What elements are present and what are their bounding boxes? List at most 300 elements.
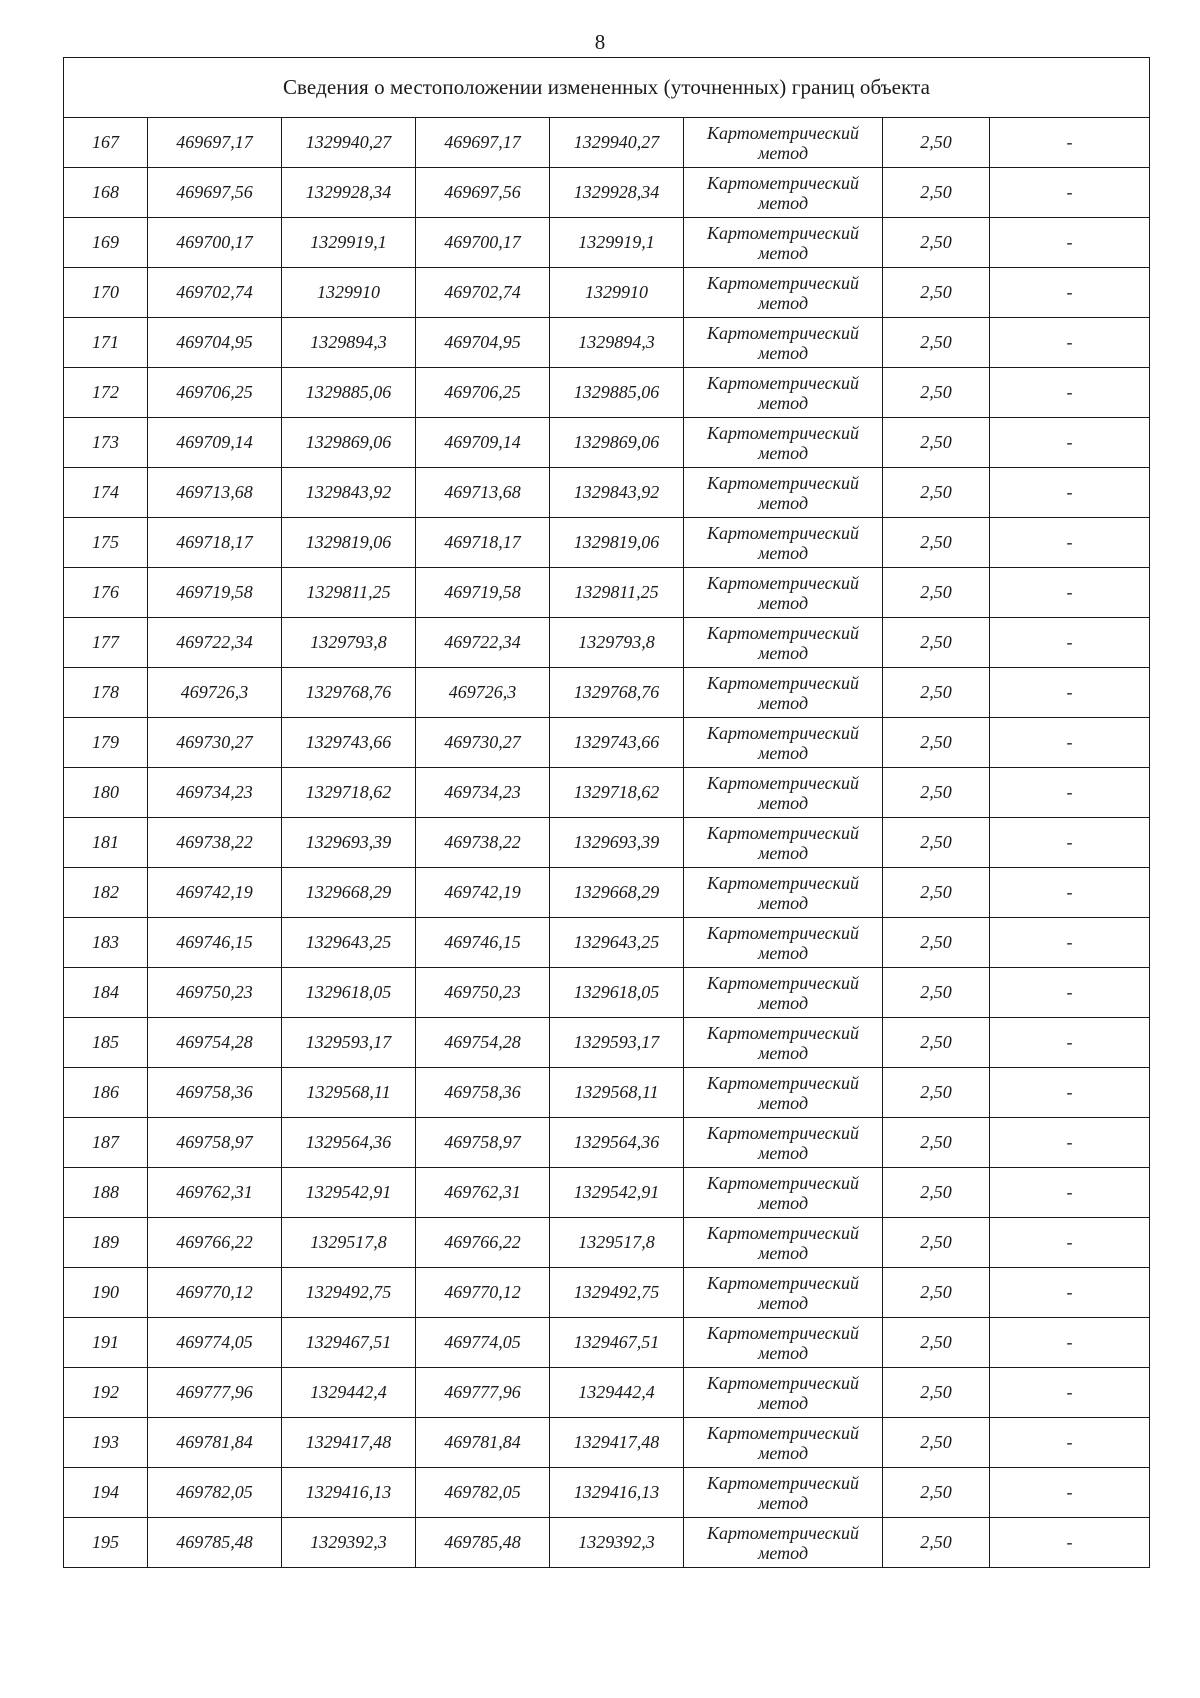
precision-cell: 2,50	[883, 1368, 990, 1418]
refined-x-cell: 469758,97	[416, 1118, 550, 1168]
method-line-2: метод	[757, 192, 809, 213]
point-number-cell: 171	[64, 318, 148, 368]
precision-cell: 2,50	[883, 1518, 990, 1568]
existing-y-cell: 1329618,05	[282, 968, 416, 1018]
point-number-cell: 192	[64, 1368, 148, 1418]
extra-cell: -	[990, 268, 1150, 318]
point-number-cell: 170	[64, 268, 148, 318]
method-line-2: метод	[757, 842, 809, 863]
extra-cell: -	[990, 1518, 1150, 1568]
existing-x-cell: 469718,17	[148, 518, 282, 568]
existing-y-cell: 1329768,76	[282, 668, 416, 718]
method-line-1: Картометрический	[706, 672, 859, 693]
precision-cell: 2,50	[883, 468, 990, 518]
method-line-1: Картометрический	[706, 1222, 859, 1243]
table-row	[64, 368, 1150, 418]
existing-x-cell: 469758,36	[148, 1068, 282, 1118]
method-line-1: Картометрический	[706, 1522, 859, 1543]
table-row	[64, 968, 1150, 1018]
existing-y-cell: 1329869,06	[282, 418, 416, 468]
refined-x-cell: 469704,95	[416, 318, 550, 368]
method-line-1: Картометрический	[706, 472, 859, 493]
method-line-1: Картометрический	[706, 1172, 859, 1193]
table-title: Сведения о местоположении измененных (уточненных) границ объекта	[64, 58, 1150, 118]
existing-x-cell: 469762,31	[148, 1168, 282, 1218]
existing-x-cell: 469758,97	[148, 1118, 282, 1168]
method-line-1: Картометрический	[706, 572, 859, 593]
refined-y-cell: 1329568,11	[550, 1068, 684, 1118]
table-row	[64, 668, 1150, 718]
point-number-cell: 189	[64, 1218, 148, 1268]
point-number-cell: 177	[64, 618, 148, 668]
refined-x-cell: 469709,14	[416, 418, 550, 468]
table-row	[64, 268, 1150, 318]
table-row	[64, 1418, 1150, 1468]
point-number-cell: 168	[64, 168, 148, 218]
table-row	[64, 918, 1150, 968]
refined-x-cell: 469719,58	[416, 568, 550, 618]
extra-cell: -	[990, 868, 1150, 918]
existing-y-cell: 1329894,3	[282, 318, 416, 368]
method-line-1: Картометрический	[706, 1472, 859, 1493]
method-cell	[684, 1518, 883, 1568]
existing-x-cell: 469709,14	[148, 418, 282, 468]
refined-y-cell: 1329940,27	[550, 118, 684, 168]
precision-cell: 2,50	[883, 718, 990, 768]
refined-y-cell: 1329718,62	[550, 768, 684, 818]
refined-y-cell: 1329843,92	[550, 468, 684, 518]
method-line-1: Картометрический	[706, 972, 859, 993]
refined-x-cell: 469774,05	[416, 1318, 550, 1368]
refined-y-cell: 1329517,8	[550, 1218, 684, 1268]
table-row	[64, 418, 1150, 468]
method-cell	[684, 1468, 883, 1518]
method-line-1: Картометрический	[706, 522, 859, 543]
method-line-2: метод	[757, 892, 809, 913]
method-line-2: метод	[757, 1042, 809, 1063]
existing-x-cell: 469785,48	[148, 1518, 282, 1568]
method-line-1: Картометрический	[706, 422, 859, 443]
refined-y-cell: 1329693,39	[550, 818, 684, 868]
existing-x-cell: 469730,27	[148, 718, 282, 768]
method-line-1: Картометрический	[706, 1022, 859, 1043]
existing-y-cell: 1329718,62	[282, 768, 416, 818]
method-line-1: Картометрический	[706, 322, 859, 343]
point-number-cell: 181	[64, 818, 148, 868]
extra-cell: -	[990, 968, 1150, 1018]
refined-y-cell: 1329869,06	[550, 418, 684, 468]
refined-x-cell: 469697,56	[416, 168, 550, 218]
existing-y-cell: 1329668,29	[282, 868, 416, 918]
method-line-2: метод	[757, 642, 809, 663]
extra-cell: -	[990, 1368, 1150, 1418]
precision-cell: 2,50	[883, 1168, 990, 1218]
existing-y-cell: 1329940,27	[282, 118, 416, 168]
method-cell	[684, 268, 883, 318]
existing-x-cell: 469750,23	[148, 968, 282, 1018]
existing-y-cell: 1329819,06	[282, 518, 416, 568]
existing-y-cell: 1329811,25	[282, 568, 416, 618]
precision-cell: 2,50	[883, 1118, 990, 1168]
method-line-2: метод	[757, 742, 809, 763]
existing-x-cell: 469700,17	[148, 218, 282, 268]
refined-y-cell: 1329392,3	[550, 1518, 684, 1568]
refined-x-cell: 469762,31	[416, 1168, 550, 1218]
table-row	[64, 468, 1150, 518]
table-row	[64, 718, 1150, 768]
existing-y-cell: 1329910	[282, 268, 416, 318]
method-cell	[684, 1268, 883, 1318]
method-line-1: Картометрический	[706, 1072, 859, 1093]
refined-x-cell: 469713,68	[416, 468, 550, 518]
method-line-2: метод	[757, 1442, 809, 1463]
precision-cell: 2,50	[883, 818, 990, 868]
refined-y-cell: 1329417,48	[550, 1418, 684, 1468]
precision-cell: 2,50	[883, 418, 990, 468]
refined-x-cell: 469697,17	[416, 118, 550, 168]
table-row	[64, 1168, 1150, 1218]
table-row	[64, 1518, 1150, 1568]
method-cell	[684, 818, 883, 868]
refined-x-cell: 469730,27	[416, 718, 550, 768]
extra-cell: -	[990, 1068, 1150, 1118]
existing-y-cell: 1329568,11	[282, 1068, 416, 1118]
existing-x-cell: 469706,25	[148, 368, 282, 418]
refined-y-cell: 1329643,25	[550, 918, 684, 968]
method-line-2: метод	[757, 492, 809, 513]
method-line-2: метод	[757, 392, 809, 413]
refined-y-cell: 1329467,51	[550, 1318, 684, 1368]
method-cell	[684, 168, 883, 218]
existing-y-cell: 1329492,75	[282, 1268, 416, 1318]
existing-x-cell: 469697,56	[148, 168, 282, 218]
precision-cell: 2,50	[883, 568, 990, 618]
precision-cell: 2,50	[883, 1418, 990, 1468]
existing-y-cell: 1329542,91	[282, 1168, 416, 1218]
refined-y-cell: 1329542,91	[550, 1168, 684, 1218]
method-cell	[684, 568, 883, 618]
existing-x-cell: 469713,68	[148, 468, 282, 518]
table-row	[64, 1268, 1150, 1318]
method-cell	[684, 1068, 883, 1118]
refined-x-cell: 469734,23	[416, 768, 550, 818]
extra-cell: -	[990, 618, 1150, 668]
method-line-2: метод	[757, 342, 809, 363]
method-line-1: Картометрический	[706, 622, 859, 643]
existing-y-cell: 1329793,8	[282, 618, 416, 668]
point-number-cell: 186	[64, 1068, 148, 1118]
method-cell	[684, 1118, 883, 1168]
refined-x-cell: 469758,36	[416, 1068, 550, 1118]
refined-x-cell: 469738,22	[416, 818, 550, 868]
method-line-2: метод	[757, 942, 809, 963]
extra-cell: -	[990, 1118, 1150, 1168]
table-row	[64, 218, 1150, 268]
point-number-cell: 175	[64, 518, 148, 568]
point-number-cell: 182	[64, 868, 148, 918]
extra-cell: -	[990, 368, 1150, 418]
method-cell	[684, 1368, 883, 1418]
refined-x-cell: 469718,17	[416, 518, 550, 568]
point-number-cell: 176	[64, 568, 148, 618]
existing-x-cell: 469781,84	[148, 1418, 282, 1468]
table-row	[64, 1118, 1150, 1168]
refined-y-cell: 1329416,13	[550, 1468, 684, 1518]
refined-y-cell: 1329885,06	[550, 368, 684, 418]
extra-cell: -	[990, 518, 1150, 568]
extra-cell: -	[990, 568, 1150, 618]
refined-y-cell: 1329442,4	[550, 1368, 684, 1418]
precision-cell: 2,50	[883, 268, 990, 318]
extra-cell: -	[990, 668, 1150, 718]
extra-cell: -	[990, 1018, 1150, 1068]
precision-cell: 2,50	[883, 168, 990, 218]
point-number-cell: 190	[64, 1268, 148, 1318]
refined-y-cell: 1329564,36	[550, 1118, 684, 1168]
refined-y-cell: 1329492,75	[550, 1268, 684, 1318]
point-number-cell: 195	[64, 1518, 148, 1568]
existing-y-cell: 1329885,06	[282, 368, 416, 418]
existing-y-cell: 1329843,92	[282, 468, 416, 518]
method-cell	[684, 1318, 883, 1368]
refined-x-cell: 469766,22	[416, 1218, 550, 1268]
existing-y-cell: 1329416,13	[282, 1468, 416, 1518]
method-line-1: Картометрический	[706, 772, 859, 793]
method-line-2: метод	[757, 542, 809, 563]
existing-x-cell: 469734,23	[148, 768, 282, 818]
point-number-cell: 185	[64, 1018, 148, 1068]
method-cell	[684, 1168, 883, 1218]
existing-y-cell: 1329928,34	[282, 168, 416, 218]
method-line-2: метод	[757, 1392, 809, 1413]
existing-x-cell: 469719,58	[148, 568, 282, 618]
extra-cell: -	[990, 768, 1150, 818]
method-line-2: метод	[757, 1092, 809, 1113]
method-cell	[684, 468, 883, 518]
method-line-1: Картометрический	[706, 1372, 859, 1393]
existing-x-cell: 469754,28	[148, 1018, 282, 1068]
existing-y-cell: 1329743,66	[282, 718, 416, 768]
method-line-2: метод	[757, 1292, 809, 1313]
existing-x-cell: 469770,12	[148, 1268, 282, 1318]
refined-x-cell: 469750,23	[416, 968, 550, 1018]
existing-y-cell: 1329593,17	[282, 1018, 416, 1068]
method-line-1: Картометрический	[706, 822, 859, 843]
refined-y-cell: 1329811,25	[550, 568, 684, 618]
refined-x-cell: 469754,28	[416, 1018, 550, 1068]
method-cell	[684, 418, 883, 468]
extra-cell: -	[990, 1318, 1150, 1368]
existing-y-cell: 1329517,8	[282, 1218, 416, 1268]
precision-cell: 2,50	[883, 918, 990, 968]
table-row	[64, 568, 1150, 618]
method-line-1: Картометрический	[706, 1122, 859, 1143]
point-number-cell: 193	[64, 1418, 148, 1468]
extra-cell: -	[990, 468, 1150, 518]
existing-y-cell: 1329442,4	[282, 1368, 416, 1418]
method-line-2: метод	[757, 142, 809, 163]
existing-x-cell: 469742,19	[148, 868, 282, 918]
method-cell	[684, 1418, 883, 1468]
existing-x-cell: 469782,05	[148, 1468, 282, 1518]
point-number-cell: 179	[64, 718, 148, 768]
table-row	[64, 618, 1150, 668]
extra-cell: -	[990, 218, 1150, 268]
precision-cell: 2,50	[883, 618, 990, 668]
existing-x-cell: 469697,17	[148, 118, 282, 168]
page-number: 8	[594, 30, 606, 54]
existing-x-cell: 469738,22	[148, 818, 282, 868]
point-number-cell: 180	[64, 768, 148, 818]
table-row	[64, 768, 1150, 818]
table-row	[64, 1368, 1150, 1418]
method-cell	[684, 768, 883, 818]
method-line-2: метод	[757, 242, 809, 263]
refined-x-cell: 469770,12	[416, 1268, 550, 1318]
refined-y-cell: 1329618,05	[550, 968, 684, 1018]
existing-x-cell: 469746,15	[148, 918, 282, 968]
existing-x-cell: 469726,3	[148, 668, 282, 718]
method-line-2: метод	[757, 692, 809, 713]
point-number-cell: 194	[64, 1468, 148, 1518]
method-line-2: метод	[757, 1542, 809, 1563]
existing-x-cell: 469774,05	[148, 1318, 282, 1368]
point-number-cell: 173	[64, 418, 148, 468]
method-cell	[684, 1018, 883, 1068]
point-number-cell: 174	[64, 468, 148, 518]
point-number-cell: 172	[64, 368, 148, 418]
table-row	[64, 1468, 1150, 1518]
refined-y-cell: 1329919,1	[550, 218, 684, 268]
existing-y-cell: 1329564,36	[282, 1118, 416, 1168]
existing-y-cell: 1329643,25	[282, 918, 416, 968]
precision-cell: 2,50	[883, 1318, 990, 1368]
method-line-2: метод	[757, 592, 809, 613]
extra-cell: -	[990, 118, 1150, 168]
method-line-2: метод	[757, 992, 809, 1013]
existing-x-cell: 469722,34	[148, 618, 282, 668]
extra-cell: -	[990, 1418, 1150, 1468]
method-line-2: метод	[757, 292, 809, 313]
precision-cell: 2,50	[883, 968, 990, 1018]
method-line-1: Картометрический	[706, 922, 859, 943]
refined-x-cell: 469785,48	[416, 1518, 550, 1568]
table-row	[64, 1218, 1150, 1268]
method-line-2: метод	[757, 1142, 809, 1163]
method-line-1: Картометрический	[706, 1322, 859, 1343]
refined-x-cell: 469782,05	[416, 1468, 550, 1518]
point-number-cell: 191	[64, 1318, 148, 1368]
existing-y-cell: 1329919,1	[282, 218, 416, 268]
point-number-cell: 188	[64, 1168, 148, 1218]
precision-cell: 2,50	[883, 1468, 990, 1518]
refined-x-cell: 469702,74	[416, 268, 550, 318]
table-row	[64, 118, 1150, 168]
method-line-1: Картометрический	[706, 122, 859, 143]
precision-cell: 2,50	[883, 1218, 990, 1268]
table-row	[64, 818, 1150, 868]
boundary-coordinates-table	[63, 57, 1150, 1568]
precision-cell: 2,50	[883, 218, 990, 268]
method-cell	[684, 518, 883, 568]
table-row	[64, 168, 1150, 218]
existing-x-cell: 469704,95	[148, 318, 282, 368]
method-line-2: метод	[757, 1192, 809, 1213]
table-row	[64, 868, 1150, 918]
refined-y-cell: 1329593,17	[550, 1018, 684, 1068]
table-row	[64, 318, 1150, 368]
extra-cell: -	[990, 718, 1150, 768]
table-title-row	[64, 58, 1150, 118]
method-cell	[684, 218, 883, 268]
method-line-1: Картометрический	[706, 172, 859, 193]
table-row	[64, 1068, 1150, 1118]
method-line-1: Картометрический	[706, 872, 859, 893]
extra-cell: -	[990, 318, 1150, 368]
point-number-cell: 169	[64, 218, 148, 268]
method-line-2: метод	[757, 1242, 809, 1263]
existing-y-cell: 1329417,48	[282, 1418, 416, 1468]
point-number-cell: 183	[64, 918, 148, 968]
existing-x-cell: 469777,96	[148, 1368, 282, 1418]
refined-x-cell: 469777,96	[416, 1368, 550, 1418]
precision-cell: 2,50	[883, 668, 990, 718]
existing-y-cell: 1329693,39	[282, 818, 416, 868]
existing-x-cell: 469766,22	[148, 1218, 282, 1268]
method-line-1: Картометрический	[706, 372, 859, 393]
refined-y-cell: 1329819,06	[550, 518, 684, 568]
method-cell	[684, 1218, 883, 1268]
method-line-1: Картометрический	[706, 272, 859, 293]
precision-cell: 2,50	[883, 768, 990, 818]
method-line-1: Картометрический	[706, 1422, 859, 1443]
refined-x-cell: 469742,19	[416, 868, 550, 918]
method-cell	[684, 118, 883, 168]
point-number-cell: 187	[64, 1118, 148, 1168]
method-line-1: Картометрический	[706, 1272, 859, 1293]
refined-x-cell: 469722,34	[416, 618, 550, 668]
method-line-2: метод	[757, 792, 809, 813]
table-row	[64, 1318, 1150, 1368]
method-cell	[684, 968, 883, 1018]
refined-x-cell: 469706,25	[416, 368, 550, 418]
extra-cell: -	[990, 1268, 1150, 1318]
method-line-2: метод	[757, 442, 809, 463]
existing-y-cell: 1329392,3	[282, 1518, 416, 1568]
precision-cell: 2,50	[883, 118, 990, 168]
method-cell	[684, 718, 883, 768]
precision-cell: 2,50	[883, 1268, 990, 1318]
refined-y-cell: 1329910	[550, 268, 684, 318]
refined-y-cell: 1329793,8	[550, 618, 684, 668]
precision-cell: 2,50	[883, 318, 990, 368]
method-cell	[684, 318, 883, 368]
extra-cell: -	[990, 818, 1150, 868]
precision-cell: 2,50	[883, 868, 990, 918]
method-cell	[684, 618, 883, 668]
existing-y-cell: 1329467,51	[282, 1318, 416, 1368]
refined-y-cell: 1329743,66	[550, 718, 684, 768]
table-row	[64, 518, 1150, 568]
method-line-1: Картометрический	[706, 722, 859, 743]
refined-y-cell: 1329894,3	[550, 318, 684, 368]
precision-cell: 2,50	[883, 518, 990, 568]
precision-cell: 2,50	[883, 368, 990, 418]
precision-cell: 2,50	[883, 1018, 990, 1068]
extra-cell: -	[990, 1468, 1150, 1518]
method-cell	[684, 668, 883, 718]
refined-x-cell: 469781,84	[416, 1418, 550, 1468]
